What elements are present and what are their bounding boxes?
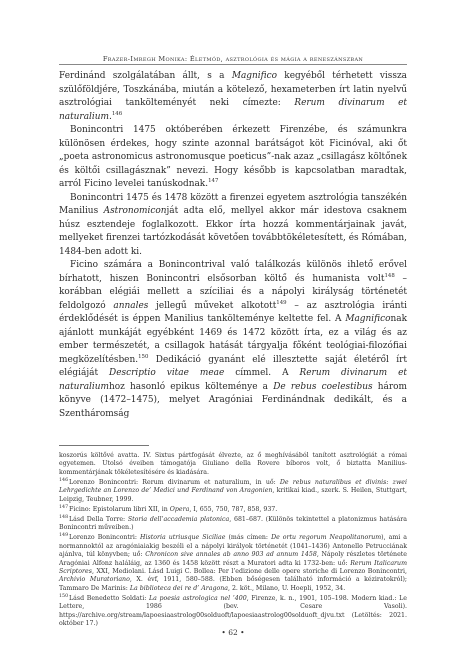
text: Bonincontri 1475 és 1478 között a firenzei egyetem asztrológia tanszékén Manilius (59, 192, 407, 216)
italic-title: Rerum divinarum et naturalium (59, 98, 407, 122)
text: hoz hasonló epikus költeménye a (108, 381, 274, 392)
footnote-150: 150Lásd Benedetto Soldati: La poesia astrologica nel ’400, Firenze, k. n., 1901, 105–198. Modern kiad.: Le Lettere, 1986 (bev. Cesare Vasoli). https://archive.org/stream/lapoesiaastrolog00solduoft/lapoesiaastrolog00solduoft_djvu.txt (Letöltés: 2021. október 17.) (59, 593, 407, 628)
text: Ferdinánd szolgálatában állt, s a (59, 71, 232, 81)
text: nak ajánlott munkáját egyébként 1469 és 1472 között írta, ez a világ és az ember természetét, a csillagok hatását tárgyalja főként teológiai-filozófiai megközelítésben. (59, 314, 407, 365)
text: Ficino számára a Bonincontrival való találkozás különös ihlető erővel bírhatott, hiszen Bonincontri elsősorban költő és humanista volt (59, 260, 407, 284)
text: Ficino: Epistolarum libri XII, in (69, 505, 170, 513)
footnote-146: 146Lorenzo Bonincontri: Rerum divinarum et naturalium, in uő: De rebus naturalibus et divinis: zwei Lehrgedichte an Lorenzo de’ Medici und Ferdinand von Aragonien, kritikai kiad., szerk. S. Heilen, Stuttgart, Leipzig, Teubner, 1999. (59, 477, 407, 503)
text: ), ami a normannoktól az aragóniaiakig beszéli el a nápolyi királyok történetét (1041–1436) Antonello Petrucciának ajánlva, túl könyvben; uő: (59, 534, 408, 559)
text: , 2. köt., Milano, U. Hoepli, 1952, 34. (227, 584, 346, 592)
text: , kritikai kiad., szerk. S. Heilen, Stuttgart, Leipzig, Teubner, 1999. (59, 487, 407, 503)
text: , Nápoly részletes története Aragóniai Alfonz haláláig, az 1360 és 1458 között részt a Muratori adta ki 1732-ben: uő: (59, 551, 407, 567)
text: Lorenzo Bonincontri: Rerum divinarum et naturalium, in uő: (69, 478, 280, 486)
footnote-149: 149Lorenzo Bonincontri: Historia utriusque Siciliae (más címen: De ortu regorum Neapolitanorum), ami a normannoktól az aragóniaiakig beszéli el a nápolyi királyok történetét (1041–1436) Antonello Petrucciának ajánlva, túl könyvben; uő: Chronicon sive annales ab anno 903 ad annum 1458, Nápoly részletes története Aragóniai Alfonz haláláig, az 1360 és 1458 között részt a Muratori adta ki 1732-ben: uő: Rerum Italicarum Scriptores, XXI, Mediolani. Lásd Luigi C. Bollea: Per l’edizione delle opere storiche di Lorenzo Bonincontri, Archivio Muratoriano, X. évf, 1911, 580–588. (Ebben bőségesen található információ a kéziratokról); Tammaro De Marinis: La biblioteca dei re d’ Aragona, 2. köt., Milano, U. Hoepli, 1952, 34. (59, 533, 408, 592)
italic-title: Rerum divinarum et naturalium (59, 368, 407, 392)
text: címmel. A (224, 368, 300, 378)
running-head: Frazer-Imregh Monika: Életmód, asztrológia és mágia a reneszánszban (102, 55, 364, 63)
footnotes (59, 452, 407, 629)
main-text (59, 70, 407, 421)
footnote-148: 148Lásd Della Torre: Storia dell’accademia platonica, 681–687. (Különös tekintettel a platonizmus hatására Bonincontri műveiben.) (59, 514, 407, 532)
italic-title: De rebus naturalibus et divinis: zwei Lehrgedichte an Lorenzo de’ Medici und Ferdinand von Aragonien (59, 478, 407, 495)
italic-term: annales (113, 300, 149, 311)
italic-title: La biblioteca dei re d’ Aragona (129, 584, 228, 592)
text: (más címen: (225, 534, 272, 542)
italic-title: Opera (169, 505, 190, 513)
text: , I, 655, 750, 787, 858, 937. (189, 505, 278, 513)
text: Lásd Benedetto Soldati: (69, 594, 149, 602)
text: – az asztrológia iránti érdeklődését is éppen Manilius tankölteménye keltette fel. A (59, 300, 407, 324)
text: , Firenze, k. n., 1901, 105–198. Modern kiad.: Le Lettere, 1986 (bev. Cesare Vasoli). https://archive.org/stream/lapoesiaastrolog00solduoft/lapoesiaastrolog00solduoft_djvu.txt (Letöltés: 2021. október 17.) (59, 594, 407, 628)
text: Lorenzo Bonincontri: (69, 534, 141, 542)
text: ját adta elő, mellyel akkor már idestova csaknem húsz esztendeje foglalkozott. Ekkor írta hozzá kommentárjainak javát, mellyeket firenzei tartózkodását követően továbbtökéletesített, és Rómában, 1484-ben adott ki. (59, 206, 407, 257)
footnote-rule (59, 445, 149, 446)
paragraph-1 (59, 70, 407, 124)
italic-title: De rebus coelestibus (273, 381, 373, 392)
italic-title: Chronicon sive annales ab anno 903 ad annum 1458 (145, 551, 317, 559)
text: kegyéből térhetett vissza szülőföldjére, Toszkánába, miután a kötelező, hexameterben írt latin nyelvű asztrológiai tankölteményét neki címezte: (59, 71, 407, 108)
italic-title: La poesia astrologica nel ’400 (148, 594, 247, 602)
text: , XXI, Mediolani. Lásd Luigi C. Bollea: Per l’edizione delle opere storiche di Lorenzo Bonincontri, (91, 568, 407, 576)
italic-title: De ortu regorum Neapolitanorum (271, 534, 382, 542)
header-rule (59, 64, 407, 65)
footnote-ref[interactable]: 150 (138, 353, 149, 360)
footnote-ref[interactable]: 146 (111, 110, 123, 117)
italic-title: Descriptio vitae meae (109, 368, 225, 378)
italic-title: Astronomicon (103, 206, 167, 216)
text: Dedikáció gyanánt elé illesztette saját életéről írt elégiáját (59, 354, 407, 378)
footnote-ref[interactable]: 148 (384, 272, 395, 279)
italic-title: Magnifico (231, 71, 277, 81)
italic-title: Storia dell’accademia platonica (127, 515, 230, 523)
text: . (108, 111, 112, 122)
paragraph-3 (59, 192, 407, 260)
italic-title: Magnifico (345, 314, 391, 324)
footnote-ref[interactable]: 147 (208, 178, 219, 185)
text: , X. évf, 1911, 580–588. (Ebben bőségesen található információ a kéziratokról); Tammaro De Marinis: (59, 576, 407, 592)
footnote-continuation: koszorús költővé avatta. IV. Sixtus pártfogását élvezte, az ő meghívásából tanított asztrológiát a római egyetemen. Utolsó éveiben támogatója Giuliano della Rovere bíboros volt, ő biztatta Manilius-kommentárjának tökéletesítésére és kiadására. (59, 452, 407, 476)
page-number: • 62 • (221, 628, 245, 637)
footnote-ref[interactable]: 149 (276, 299, 287, 306)
text: Lásd Della Torre: (69, 515, 128, 523)
text: Bonincontri 1475 októberében érkezett Firenzébe, és számunkra különösen érdekes, hogy szinte azonnal barátságot köt Ficinóval, aki őt „poeta astronomicus astronomusque poeticus”-nak azaz „csillagász költőnek és költői csillagásznak” nevezi. Hogy később is kapcsolatban maradtak, arról Ficino levelei tanúskodnak. (59, 125, 407, 189)
footnote-147: 147Ficino: Epistolarum libri XII, in Opera, I, 655, 750, 787, 858, 937. (59, 504, 278, 513)
paragraph-2 (59, 124, 407, 192)
text: jellegű műveket alkotott (148, 300, 277, 311)
italic-title: Rerum Italicarum Scriptores (59, 559, 407, 576)
paragraph-4 (59, 259, 407, 421)
italic-title: Archivio Muratoriano (59, 576, 130, 584)
text: három könyve (1472–1475), melyet Aragóniai Ferdinándnak dedikált, és a Szentháromság (59, 381, 407, 419)
text: – korábban elégiái mellett a szíciliai és a nápolyi királyság történetét feldolgozó (59, 273, 407, 311)
italic-title: Historia utriusque Siciliae (140, 534, 226, 542)
text: , 681–687. (Különös tekintettel a platonizmus hatására Bonincontri műveiben.) (59, 515, 407, 532)
